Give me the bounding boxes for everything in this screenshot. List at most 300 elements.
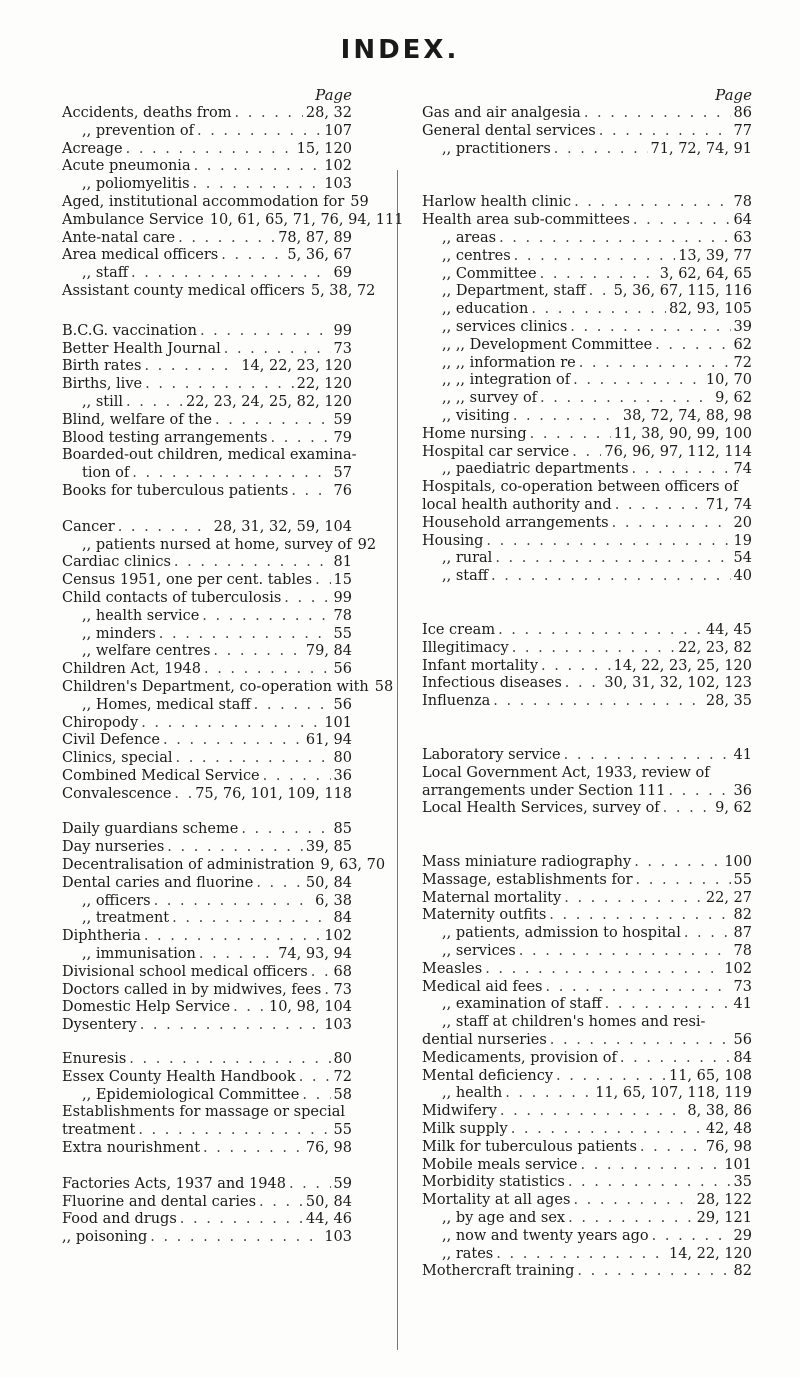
entry-pages: 99 <box>333 589 352 606</box>
entry-pages: 57 <box>333 465 352 482</box>
dot-leader <box>599 123 731 141</box>
entry-term: ,, still <box>82 393 124 410</box>
index-entry <box>422 319 752 337</box>
dot-leader <box>572 444 601 462</box>
entry-term: Midwifery <box>422 1103 497 1120</box>
entry-term: Morbidity statistics <box>422 1174 565 1191</box>
dot-leader <box>174 554 331 572</box>
entry-term: Ambulance Service <box>62 211 204 228</box>
dot-leader <box>565 675 602 693</box>
entry-pages: 82 <box>733 907 752 924</box>
dot-leader <box>311 964 331 982</box>
entry-pages: 63 <box>733 229 752 246</box>
index-entry <box>62 282 376 301</box>
index-entry <box>62 839 352 857</box>
dot-leader <box>140 1017 322 1035</box>
entry-pages: 13, 39, 77 <box>678 247 752 264</box>
index-entry <box>422 996 752 1014</box>
entry-term: Assistant county medical officers <box>62 282 305 299</box>
index-entry <box>62 376 352 394</box>
entry-pages: 107 <box>324 122 352 139</box>
entry-term: Domestic Help Service <box>62 999 231 1016</box>
entry-pages: 30, 31, 32, 102, 123 <box>604 675 752 692</box>
dot-leader <box>167 839 303 857</box>
page-column-heading: Page <box>315 86 352 104</box>
entry-term: Children Act, 1948 <box>62 661 201 678</box>
index-entry <box>62 661 352 679</box>
entry-term: Doctors called in by midwives, fees <box>62 981 322 998</box>
index-entry <box>422 675 752 693</box>
entry-pages: 71, 74 <box>705 496 752 513</box>
dot-leader <box>324 982 330 1000</box>
dot-leader <box>150 1229 321 1247</box>
index-entry <box>422 1139 752 1157</box>
entry-pages: 20 <box>733 514 752 531</box>
dot-leader <box>633 212 731 230</box>
dot-leader <box>663 800 712 818</box>
entry-term: Dental caries and fluorine <box>62 874 254 891</box>
index-entry <box>422 1157 752 1175</box>
entry-term: Mass miniature radiography <box>422 854 632 871</box>
dot-leader <box>178 230 275 248</box>
entry-term: Divisional school medical officers <box>62 963 308 980</box>
entry-term: Maternity outfits <box>422 907 547 924</box>
entry-term: ,, immunisation <box>82 946 196 963</box>
entry-pages: 59 <box>350 193 369 210</box>
dot-leader <box>118 519 211 537</box>
dot-leader <box>302 1087 330 1105</box>
index-entry <box>422 497 752 515</box>
entry-term: Household arrangements <box>422 514 609 531</box>
entry-term: Children's Department, co-operation with <box>62 678 369 695</box>
entry-pages: 28, 122 <box>696 1192 752 1209</box>
entry-term: Cardiac clinics <box>62 554 171 571</box>
dot-leader <box>496 1246 666 1264</box>
dot-leader <box>159 626 331 644</box>
index-entry <box>422 1210 752 1228</box>
dot-leader <box>202 608 330 626</box>
index-entry <box>62 1229 352 1247</box>
dot-leader <box>636 872 731 890</box>
dot-leader <box>491 568 731 586</box>
entry-pages: 79, 84 <box>305 643 352 660</box>
entry-term: Essex County Health Handbook <box>62 1068 296 1085</box>
entry-pages: 100 <box>724 854 752 871</box>
entry-term: Clinics, special <box>62 750 173 767</box>
dot-leader <box>632 461 731 479</box>
dot-leader <box>224 341 331 359</box>
dot-leader <box>154 893 313 911</box>
entry-pages: 39 <box>733 318 752 335</box>
index-entry <box>422 1014 752 1032</box>
dot-leader <box>144 358 238 376</box>
entry-pages: 76 <box>333 482 352 499</box>
entry-pages: 39, 85 <box>305 839 352 856</box>
entry-pages: 73 <box>333 340 352 357</box>
entry-pages: 102 <box>724 960 752 977</box>
entry-term: Ice cream <box>422 621 496 638</box>
entry-term: Infectious diseases <box>422 675 562 692</box>
index-entry <box>62 768 352 786</box>
index-entry <box>422 961 752 979</box>
dot-leader <box>235 105 303 123</box>
entry-pages: 56 <box>333 696 352 713</box>
index-entry <box>62 211 404 230</box>
entry-pages: 36 <box>733 782 752 799</box>
dot-leader <box>315 572 330 590</box>
entry-pages: 8, 38, 86 <box>687 1103 752 1120</box>
index-entry <box>62 1104 352 1122</box>
dot-leader <box>215 412 331 430</box>
index-entry <box>62 732 352 750</box>
dot-leader <box>505 1085 592 1103</box>
entry-pages: 77 <box>733 122 752 139</box>
index-entry <box>62 678 394 697</box>
entry-pages: 29 <box>733 1227 752 1244</box>
entry-term: Housing <box>422 532 484 549</box>
entry-pages: 78 <box>333 607 352 624</box>
index-entry <box>422 747 752 765</box>
index-entry <box>422 1192 752 1210</box>
dot-leader <box>289 1176 331 1194</box>
index-entry <box>62 1069 352 1087</box>
dot-leader <box>500 1103 685 1121</box>
entry-term: Infant mortality <box>422 657 539 674</box>
dot-leader <box>554 141 648 159</box>
entry-term: ,, services clinics <box>442 318 568 335</box>
entry-term: Local Health Services, survey of <box>422 800 660 817</box>
index-entry <box>422 372 752 390</box>
index-entry <box>62 999 352 1017</box>
entry-pages: 50, 84 <box>305 874 352 891</box>
entry-pages: 82, 93, 105 <box>668 301 752 318</box>
index-entry <box>62 554 352 572</box>
entry-term: ,, ,, survey of <box>442 390 538 407</box>
entry-pages: 64 <box>733 212 752 229</box>
index-entry <box>422 1085 752 1103</box>
entry-pages: 102 <box>324 928 352 945</box>
index-entry <box>62 230 352 248</box>
entry-term: ,, centres <box>442 247 511 264</box>
entry-pages: 29, 121 <box>696 1210 752 1227</box>
entry-term: ,, staff at children's homes and resi- <box>442 1014 706 1031</box>
dot-leader <box>291 483 330 501</box>
entry-term: Enuresis <box>62 1051 127 1068</box>
entry-term: ,, treatment <box>82 910 170 927</box>
dot-leader <box>573 372 703 390</box>
index-entry <box>62 323 352 341</box>
entry-term: Birth rates <box>62 358 142 375</box>
entry-pages: 87 <box>733 925 752 942</box>
entry-term: B.C.G. vaccination <box>62 322 197 339</box>
entry-term: ,, paediatric departments <box>442 461 629 478</box>
index-entry <box>62 626 352 644</box>
entry-pages: 58 <box>374 678 394 695</box>
dot-leader <box>129 1051 330 1069</box>
index-entry <box>62 715 352 733</box>
entry-term: Cancer <box>62 518 115 535</box>
entry-term: ,, patients, admission to hospital <box>442 925 681 942</box>
index-entry <box>422 105 752 123</box>
entry-term: Daily guardians scheme <box>62 821 239 838</box>
dot-leader <box>270 430 330 448</box>
index-section <box>422 622 752 711</box>
entry-term: Harlow health clinic <box>422 194 572 211</box>
entry-term: tion of <box>82 465 130 482</box>
entry-term: Food and drugs <box>62 1211 177 1228</box>
index-entry <box>62 928 352 946</box>
entry-term: Illegitimacy <box>422 639 509 656</box>
entry-pages: 76, 96, 97, 112, 114 <box>604 443 752 460</box>
entry-term: Laboratory service <box>422 746 561 763</box>
index-entry <box>62 786 352 804</box>
index-entry <box>62 141 352 159</box>
index-section <box>422 105 752 158</box>
index-entry <box>422 1050 752 1068</box>
entry-term: ,, poliomyelitis <box>82 176 190 193</box>
dot-leader <box>530 426 611 444</box>
entry-term: Ante-natal care <box>62 229 176 246</box>
dot-leader <box>531 301 666 319</box>
entry-term: local health authority and <box>422 496 612 513</box>
index-entry <box>62 1051 352 1069</box>
dot-leader <box>540 266 657 284</box>
index-entry <box>422 1032 752 1050</box>
entry-term: Convalescence <box>62 785 172 802</box>
entry-term: ,, Department, staff <box>442 283 586 300</box>
entry-pages: 69 <box>333 265 352 282</box>
index-section <box>62 105 404 301</box>
entry-pages: 5, 38, 72 <box>310 282 376 299</box>
dot-leader <box>499 230 730 248</box>
dot-leader <box>254 697 331 715</box>
dot-leader <box>579 355 731 373</box>
index-entry <box>62 465 352 483</box>
entry-pages: 36 <box>333 767 352 784</box>
index-entry <box>422 800 752 818</box>
dot-leader <box>570 319 730 337</box>
index-entry <box>422 1068 752 1086</box>
dot-leader <box>493 693 703 711</box>
index-entry <box>422 658 752 676</box>
entry-term: Acreage <box>62 140 123 157</box>
entry-pages: 15, 120 <box>296 140 352 157</box>
entry-term: ,, Homes, medical staff <box>82 696 251 713</box>
index-entry <box>422 1246 752 1264</box>
entry-term: Hospital car service <box>422 443 570 460</box>
index-entry <box>62 697 352 715</box>
entry-pages: 102 <box>324 158 352 175</box>
entry-pages: 55 <box>733 871 752 888</box>
index-entry <box>62 590 352 608</box>
entry-pages: 74 <box>733 461 752 478</box>
entry-term: Child contacts of tuberculosis <box>62 589 282 606</box>
dot-leader <box>193 176 322 194</box>
entry-pages: 81 <box>333 554 352 571</box>
entry-pages: 35 <box>733 1174 752 1191</box>
dot-leader <box>163 732 303 750</box>
dot-leader <box>574 194 730 212</box>
index-entry <box>62 358 352 376</box>
entry-term: Better Health Journal <box>62 340 221 357</box>
dot-leader <box>180 1211 303 1229</box>
entry-pages: 11, 65, 108 <box>668 1067 752 1084</box>
entry-term: ,, staff <box>442 568 489 585</box>
dot-leader <box>513 408 620 426</box>
dot-leader <box>199 946 275 964</box>
entry-term: General dental services <box>422 122 596 139</box>
index-entry <box>422 907 752 925</box>
entry-pages: 101 <box>724 1156 752 1173</box>
entry-pages: 44, 46 <box>305 1211 352 1228</box>
entry-pages: 40 <box>733 568 752 585</box>
entry-pages: 72 <box>733 354 752 371</box>
entry-term: Milk supply <box>422 1121 508 1138</box>
dot-leader <box>495 550 730 568</box>
entry-term: Local Government Act, 1933, review of <box>422 764 710 781</box>
index-entry <box>62 893 352 911</box>
index-section <box>422 747 752 818</box>
entry-pages: 103 <box>324 1229 352 1246</box>
dot-leader <box>144 928 321 946</box>
entry-pages: 78 <box>733 194 752 211</box>
index-entry <box>62 483 352 501</box>
entry-pages: 22, 23, 82 <box>678 639 752 656</box>
entry-term: Accidents, deaths from <box>62 105 232 121</box>
entry-pages: 86 <box>733 105 752 121</box>
index-section <box>62 1176 352 1247</box>
dot-leader <box>577 1263 730 1281</box>
index-entry <box>422 337 752 355</box>
entry-pages: 68 <box>333 963 352 980</box>
dot-leader <box>549 907 730 925</box>
dot-leader <box>233 999 266 1017</box>
index-entry <box>62 964 352 982</box>
index-entry <box>422 123 752 141</box>
index-entry <box>422 141 752 159</box>
index-entry <box>422 1174 752 1192</box>
index-entry <box>422 408 752 426</box>
index-entry <box>62 857 386 875</box>
entry-term: Blind, welfare of the <box>62 411 212 428</box>
entry-pages: 56 <box>333 661 352 678</box>
entry-term: ,, Epidemiological Committee <box>82 1086 300 1103</box>
entry-term: ,, practitioners <box>442 140 551 157</box>
index-entry <box>422 890 752 908</box>
entry-pages: 10, 70 <box>705 372 752 389</box>
entry-pages: 82 <box>733 1263 752 1280</box>
entry-pages: 9, 62 <box>715 800 752 817</box>
dot-leader <box>514 248 676 266</box>
index-entry <box>422 1121 752 1139</box>
entry-term: Extra nourishment <box>62 1140 201 1157</box>
entry-pages: 14, 22, 120 <box>668 1245 752 1262</box>
entry-pages: 42, 48 <box>705 1121 752 1138</box>
entry-pages: 22, 23, 24, 25, 82, 120 <box>185 393 352 410</box>
dot-leader <box>221 247 284 265</box>
entry-term: Mobile meals service <box>422 1156 578 1173</box>
entry-term: Mortality at all ages <box>422 1192 571 1209</box>
entry-pages: 103 <box>324 176 352 193</box>
entry-term: Home nursing <box>422 425 527 442</box>
index-entry <box>422 925 752 943</box>
dot-leader <box>204 661 331 679</box>
index-entry <box>62 875 352 893</box>
dot-leader <box>612 515 731 533</box>
entry-term: ,, rural <box>442 550 493 567</box>
dot-leader <box>580 1157 721 1175</box>
entry-term: Books for tuberculous patients <box>62 482 289 499</box>
entry-pages: 3, 62, 64, 65 <box>659 265 752 282</box>
entry-term: Influenza <box>422 693 491 710</box>
entry-term: ,, by age and sex <box>442 1210 566 1227</box>
entry-pages: 61, 94 <box>305 732 352 749</box>
index-entry <box>422 248 752 266</box>
index-entry <box>422 533 752 551</box>
dot-leader <box>138 1122 330 1140</box>
entry-pages: 78 <box>733 943 752 960</box>
dot-leader <box>126 394 183 412</box>
entry-pages: 10, 98, 104 <box>268 999 352 1016</box>
entry-term: Combined Medical Service <box>62 767 260 784</box>
entry-pages: 41 <box>733 996 752 1013</box>
index-entry <box>422 979 752 997</box>
dot-leader <box>540 390 712 408</box>
entry-pages: 59 <box>333 1175 352 1192</box>
entry-pages: 14, 22, 23, 25, 120 <box>613 657 752 674</box>
index-entry <box>422 1228 752 1246</box>
entry-pages: 28, 32 <box>305 105 352 121</box>
dot-leader <box>213 643 302 661</box>
dot-leader <box>620 1050 731 1068</box>
entry-pages: 76, 98 <box>305 1140 352 1157</box>
entry-term: Establishments for massage or special <box>62 1104 346 1121</box>
dot-leader <box>556 1068 666 1086</box>
entry-term: Medicaments, provision of <box>422 1049 617 1066</box>
dot-leader <box>568 1174 731 1192</box>
right-column <box>422 85 752 1281</box>
entry-term: Aged, institutional accommodation for <box>62 193 345 210</box>
dot-leader <box>511 1121 703 1139</box>
entry-term: Day nurseries <box>62 839 165 856</box>
dot-leader <box>126 141 294 159</box>
dot-leader <box>200 323 331 341</box>
index-entry <box>62 447 357 465</box>
entry-pages: 15 <box>333 572 352 589</box>
index-entry <box>62 1140 352 1158</box>
entry-pages: 74, 93, 94 <box>278 946 352 963</box>
entry-pages: 41 <box>733 746 752 763</box>
page-column-heading: Page <box>715 86 752 104</box>
entry-pages: 38, 72, 74, 88, 98 <box>622 407 752 424</box>
index-entry <box>422 693 752 711</box>
index-entry <box>422 872 752 890</box>
entry-term: ,, ,, information re <box>442 354 576 371</box>
dot-leader <box>131 265 331 283</box>
entry-term: ,, examination of staff <box>442 996 602 1013</box>
dot-leader <box>141 715 321 733</box>
index-entry <box>422 355 752 373</box>
dot-leader <box>203 1140 303 1158</box>
dot-leader <box>512 640 676 658</box>
entry-pages: 6, 38 <box>315 892 352 909</box>
index-entry <box>422 283 752 301</box>
entry-pages: 44, 45 <box>705 621 752 638</box>
entry-pages: 92 <box>357 536 377 553</box>
entry-term: Civil Defence <box>62 732 161 749</box>
index-entry <box>422 479 752 497</box>
entry-term: Chiropody <box>62 714 139 731</box>
